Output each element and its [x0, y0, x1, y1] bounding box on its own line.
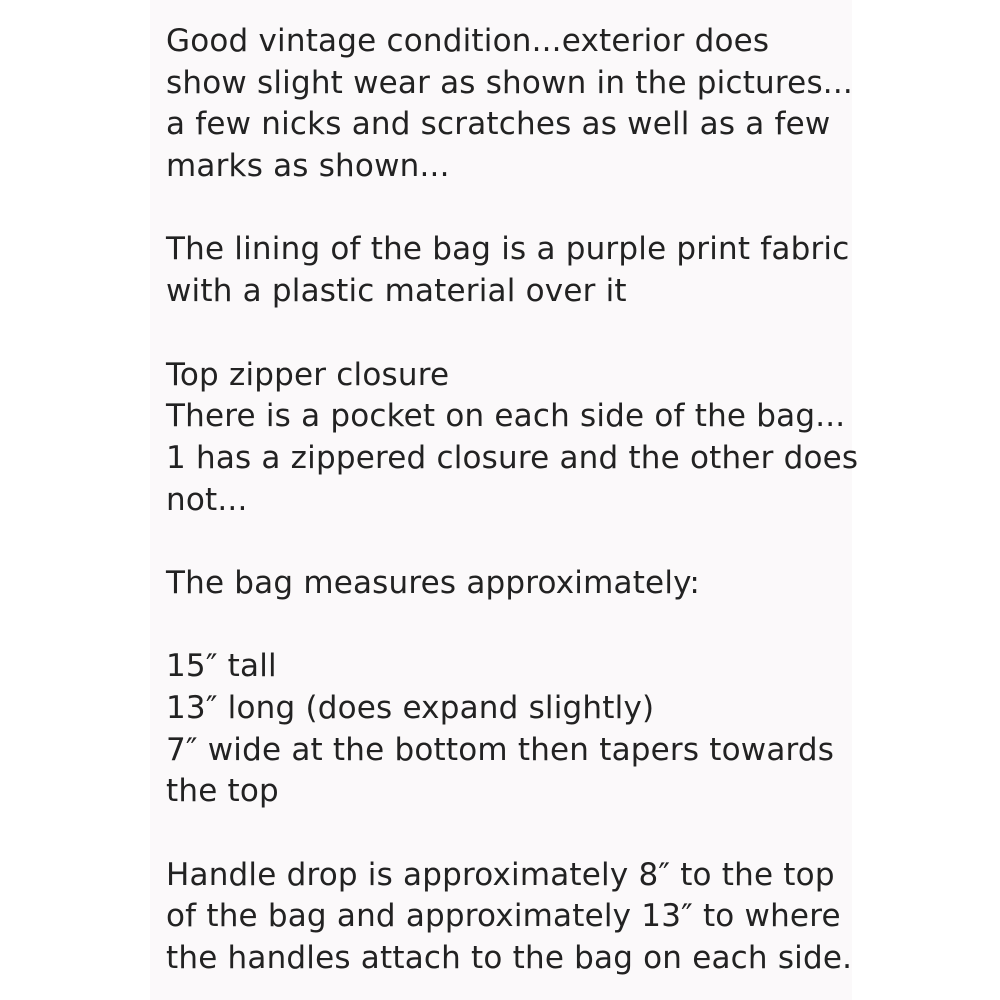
paragraph-dimensions [166, 646, 856, 813]
paragraph-closure [166, 355, 859, 522]
paragraph-spacer [166, 521, 856, 563]
dimension-length: 13″ long (does expand slightly) [166, 690, 655, 726]
paragraph-handle-drop [166, 855, 856, 980]
text-line: with a plastic material over it [166, 273, 627, 310]
listing-description [166, 21, 859, 980]
paragraph-spacer [166, 605, 856, 647]
text-line: of the bag and approximately 13″ to where [166, 898, 841, 935]
text-line: the top [166, 773, 279, 810]
text-line: The bag measures approximately: [166, 564, 701, 601]
text-line: show slight wear as shown in the pictures... [166, 64, 853, 101]
paragraph-spacer [166, 813, 856, 855]
paragraph-lining [166, 229, 856, 312]
dimension-height: 15″ tall [166, 648, 277, 685]
paragraph-spacer [166, 188, 856, 230]
text-line: a few nicks and scratches as well as a few [166, 106, 831, 143]
dimension-width: 7″ wide at the bottom then tapers towards [166, 731, 835, 768]
text-line: Top zipper closure [166, 356, 450, 393]
text-line: Handle drop is approximately 8″ to the top [166, 856, 835, 893]
text-line: Good vintage condition...exterior does [166, 23, 770, 59]
text-line: 1 has a zippered closure and the other does [166, 439, 859, 476]
text-line: The lining of the bag is a purple print fabric [166, 231, 850, 268]
text-line: not... [166, 481, 248, 518]
paragraph-condition [166, 21, 856, 188]
paragraph-measures-heading [166, 563, 856, 605]
text-line: There is a pocket on each side of the bag... [166, 398, 846, 435]
paragraph-spacer [166, 313, 856, 355]
text-line: the handles attach to the bag on each side. [166, 940, 853, 977]
text-line: marks as shown... [166, 148, 450, 185]
